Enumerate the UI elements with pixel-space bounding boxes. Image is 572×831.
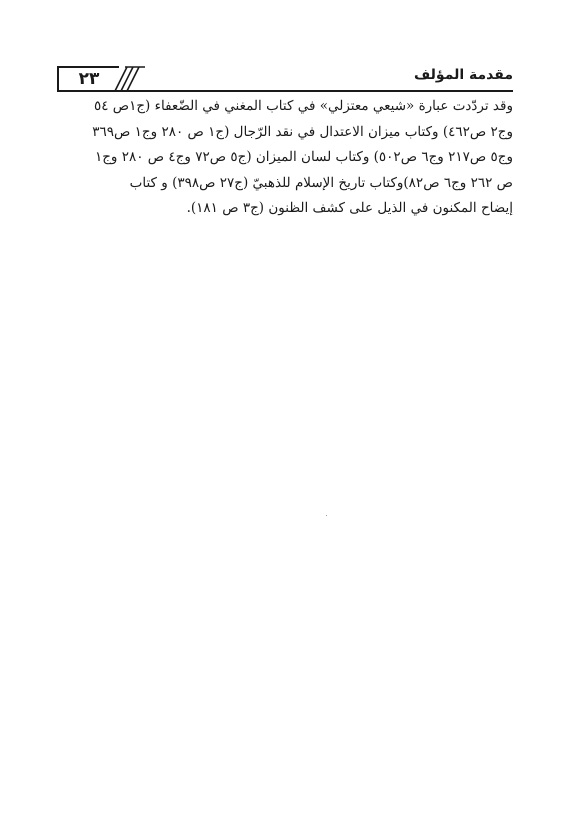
body-paragraph — [60, 94, 513, 222]
body-line: ص ٢٦٢ وج٦ ص٨٢)وكتاب تاريخ الإسلام للذهبيّ (ج٢٧ ص٣٩٨) و كتاب — [129, 174, 513, 191]
body-line: إيضاح المكنون في الذيل على كشف الظنون (ج٣ ص ١٨١). — [186, 200, 513, 216]
header-rule — [57, 90, 513, 92]
body-line: وقد تردّدت عبارة «شيعي معتزلي» في كتاب المغني في الضّعفاء (ج١ص ٥٤ — [93, 98, 513, 114]
body-line: وج٢ ص٤٦٢) وكتاب ميزان الاعتدال في نقد الرّجال (ج١ ص ٢٨٠ وج١ ص٣٦٩ — [92, 123, 513, 140]
paper-speck — [326, 515, 327, 516]
section-title: مقدمة المؤلف — [413, 67, 513, 83]
page-header — [57, 66, 513, 92]
body-line: وج٥ ص٢١٧ وج٦ ص٥٠٢) وكتاب لسان الميزان (ج٥ ص٧٢ وج٤ ص ٢٨٠ وج١ — [94, 149, 513, 165]
page-number: ٢٣ — [57, 66, 119, 90]
header-slash-ornament — [113, 66, 145, 92]
